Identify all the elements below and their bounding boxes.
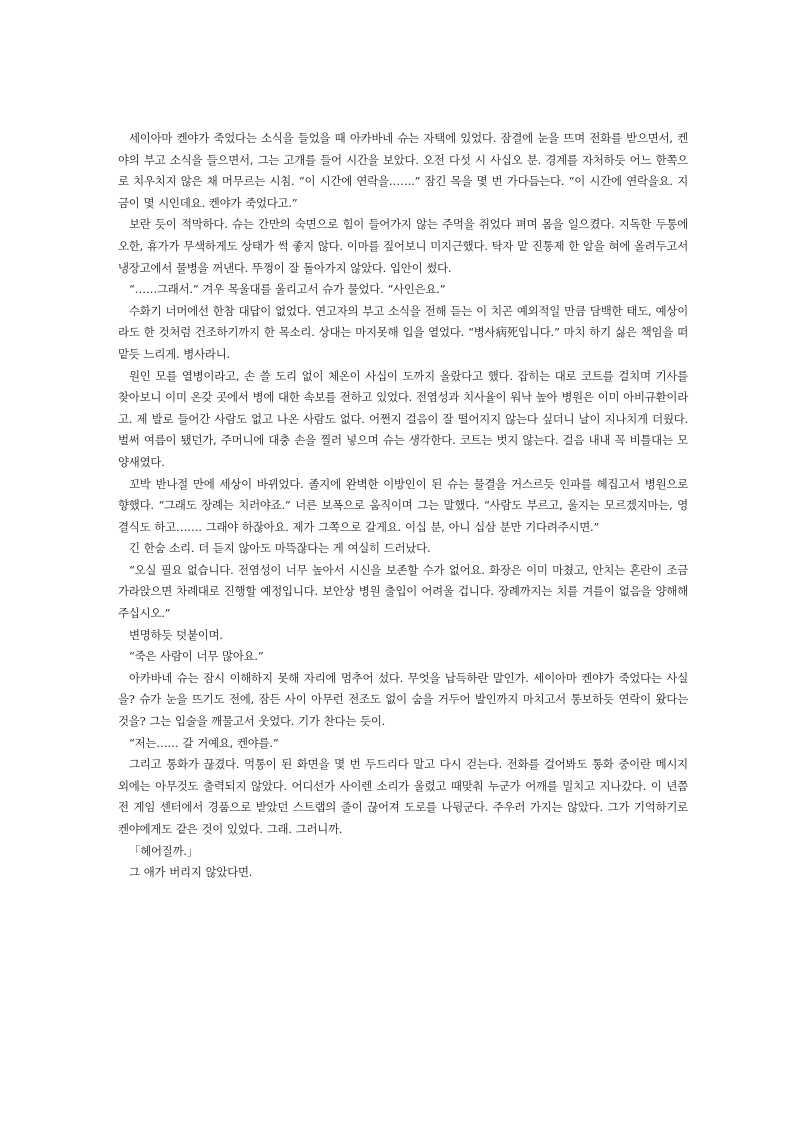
paragraph: “죽은 사람이 너무 많아요.” [129, 649, 264, 664]
paragraph: 세이아마 켄야가 죽었다는 소식을 들었을 때 아카바네 슈는 자택에 있었다. 잠결에 눈을 뜨며 전화를 받으면서, 켄야의 부고 소식을 들으면서, 그는 고개를 들어 시간을 보았다. 오전 다섯 시 사십오 분. 경계를 자처하듯 어느 한쪽으로 치우치지 않은 채 머무르는 시침. “이 시간에 연락을…….” 잠긴 목을 몇 번 가다듬는다. “이 시간에 연락을요. 지금이 몇 시인데요. 켄야가 죽었다고.” [118, 131, 688, 210]
paragraph: 아카바네 슈는 잠시 이해하지 못해 자리에 멈추어 섰다. 무엇을 납득하란 말인가. 세이아마 켄야가 죽었다는 사실을? 슈가 눈을 뜨기도 전에, 잠든 사이 아무런 전조도 없이 숨을 거두어 발인까지 마치고서 통보하듯 연락이 왔다는 것을? 그는 입술을 깨물고서 웃었다. 기가 찬다는 듯이. [118, 670, 688, 729]
paragraph: 「헤어질까.」 [129, 843, 199, 858]
paragraph: “오실 필요 없습니다. 전염성이 너무 높아서 시신을 보존할 수가 없어요. 화장은 이미 마쳤고, 안치는 혼란이 조금 가라앉으면 차례대로 진행할 예정입니다. 보안상 병원 출입이 어려울 겁니다. 장례까지는 치를 겨를이 없음을 양해해주십시오.” [118, 562, 688, 621]
paragraph: 보란 듯이 적막하다. 슈는 간만의 숙면으로 힘이 들어가지 않는 주먹을 쥐었다 펴며 몸을 일으켰다. 지독한 두통에 오한, 휴가가 무색하게도 상태가 썩 좋지 않다. 이마를 짚어보니 미지근했다. 탁자 맡 진통제 한 알을 혀에 올려두고서 냉장고에서 물병을 꺼낸다. 뚜껑이 잘 돌아가지 않았다. 입안이 썼다. [118, 217, 688, 275]
paragraph: “……그래서.” 겨우 목울대를 울리고서 슈가 물었다. “사인은요.” [129, 282, 446, 297]
paragraph: 변명하듯 덧붙이며. [129, 627, 223, 642]
paragraph: 그 애가 버리지 않았다면. [129, 865, 253, 880]
paragraph: 꼬박 반나절 만에 세상이 바뀌었다. 졸지에 완벽한 이방인이 된 슈는 물결을 거스르듯 인파를 헤집고서 병원으로 향했다. “그래도 장례는 치러야죠.” 너른 보폭으로 움직이며 그는 말했다. “사람도 부르고, 울지는 모르겠지마는, 영결식도 하고……. 그래야 하잖아요. 제가 그쪽으로 갈게요. 이십 분, 아니 십삼 분만 기다려주시면.” [118, 476, 688, 534]
paragraph: 원인 모를 열병이라고, 손 쓸 도리 없이 체온이 사십이 도까지 올랐다고 했다. 잡히는 대로 코트를 걸치며 기사를 찾아보니 이미 온갖 곳에서 병에 대한 속보를 전하고 있었다. 전염성과 치사율이 워낙 높아 병원은 이미 아비규환이라고. 제 발로 들어간 사람도 없고 나온 사람도 없다. 어쩐지 걸음이 잘 떨어지지 않는다 싶더니 날이 지나치게 더웠다. 벌써 여름이 됐던가, 주머니에 대충 손을 찔러 넣으며 슈는 생각한다. 코트는 벗지 않는다. 걸음 내내 꼭 비틀대는 모양새였다. [118, 368, 688, 469]
paragraph: “저는…… 갈 거예요, 켄야를.” [129, 735, 279, 750]
paragraph: 수화기 너머에선 한참 대답이 없었다. 연고자의 부고 소식을 전해 듣는 이 치곤 예외적일 만큼 담백한 태도, 예상이라도 한 것처럼 건조하기까지 한 목소리. 상대는 마지못해 입을 열었다. “병사病死입니다.” 마치 하기 싫은 책임을 떠맡듯 느리게. 병사라니. [118, 303, 688, 361]
paragraph: 그리고 통화가 끊겼다. 먹통이 된 화면을 몇 번 두드리다 말고 다시 걷는다. 전화를 걸어봐도 통화 중이란 메시지 외에는 아무것도 출력되지 않았다. 어디선가 사이렌 소리가 울렸고 때맞춰 누군가 어깨를 밀치고 지나갔다. 이 년쯤 전 게임 센터에서 경품으로 받았던 스트랩의 줄이 끊어져 도로를 나뒹군다. 주우러 가지는 않았다. 그가 기억하기로 켄야에게도 같은 것이 있었다. 그래. 그러니까. [118, 757, 688, 836]
paragraph: 긴 한숨 소리. 더 듣지 않아도 마뜩잖다는 게 여실히 드러났다. [129, 541, 431, 556]
document-page [118, 128, 688, 884]
